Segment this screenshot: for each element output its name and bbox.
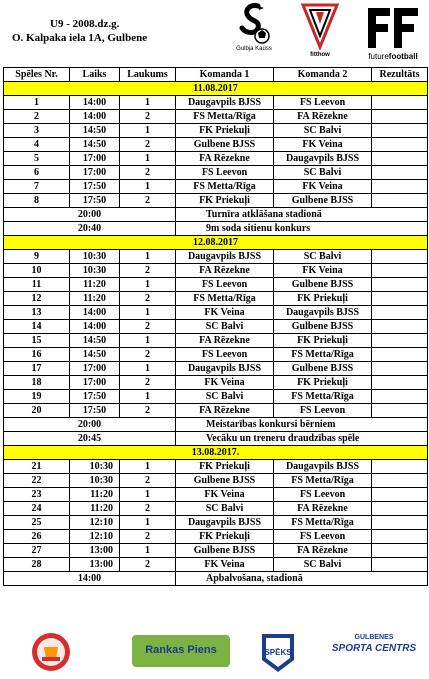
team-1: FS Metta/Rīga	[176, 180, 274, 194]
team-2: FS Metta/Rīga	[274, 516, 372, 530]
match-time: 10:30	[70, 264, 120, 278]
match-result	[372, 292, 428, 306]
event-row	[4, 432, 428, 446]
match-field: 1	[120, 306, 176, 320]
match-row	[4, 474, 428, 488]
ff-mark-icon	[362, 6, 424, 50]
match-row	[4, 180, 428, 194]
header-text	[12, 17, 147, 45]
team-1: FK Veina	[176, 558, 274, 572]
team-2: Daugavpils BJSS	[274, 152, 372, 166]
match-result	[372, 516, 428, 530]
column-header: Rezultāts	[372, 68, 428, 82]
team-2: Gulbene BJSS	[274, 194, 372, 208]
team-1: FK Priekuļi	[176, 194, 274, 208]
match-number: 16	[4, 348, 70, 362]
match-field: 1	[120, 544, 176, 558]
column-header: Laukums	[120, 68, 176, 82]
match-row	[4, 376, 428, 390]
sponsor-pedvale-logo	[30, 631, 72, 673]
event-time: 20:45	[4, 432, 176, 446]
match-result	[372, 362, 428, 376]
column-header: Komanda 2	[274, 68, 372, 82]
match-field: 2	[120, 264, 176, 278]
match-time: 17:00	[70, 166, 120, 180]
match-time: 17:50	[70, 404, 120, 418]
date-row	[4, 446, 428, 460]
event-row	[4, 418, 428, 432]
match-row	[4, 278, 428, 292]
match-time: 14:00	[70, 96, 120, 110]
match-time: 14:50	[70, 138, 120, 152]
date-cell: 11.08.2017	[4, 82, 428, 96]
date-row	[4, 82, 428, 96]
event-text	[176, 208, 428, 222]
match-time: 14:00	[70, 320, 120, 334]
match-time: 17:00	[70, 376, 120, 390]
team-2: FS Leevon	[274, 404, 372, 418]
match-time: 10:30	[70, 460, 120, 474]
fitthow-text: fitthow	[310, 52, 330, 58]
match-row	[4, 558, 428, 572]
match-time: 14:50	[70, 124, 120, 138]
match-time: 14:00	[70, 306, 120, 320]
sponsor-speks-logo	[258, 630, 298, 674]
match-field: 2	[120, 138, 176, 152]
match-field: 1	[120, 460, 176, 474]
team-2: FA Rēzekne	[274, 110, 372, 124]
event-time: 20:00	[4, 418, 176, 432]
match-row	[4, 390, 428, 404]
sponsor-footer	[0, 628, 429, 677]
match-row	[4, 516, 428, 530]
team-2: SC Balvi	[274, 558, 372, 572]
match-number: 18	[4, 376, 70, 390]
match-field: 1	[120, 278, 176, 292]
team-1: Daugavpils BJSS	[176, 516, 274, 530]
match-result	[372, 544, 428, 558]
futurefootball-logo	[362, 6, 424, 64]
match-result	[372, 348, 428, 362]
match-field: 1	[120, 488, 176, 502]
match-result	[372, 502, 428, 516]
team-2: SC Balvi	[274, 124, 372, 138]
event-text	[176, 222, 428, 236]
match-row	[4, 306, 428, 320]
match-result	[372, 194, 428, 208]
match-number: 14	[4, 320, 70, 334]
speks-text: SPĒKS	[264, 648, 292, 657]
match-field: 1	[120, 250, 176, 264]
match-field: 2	[120, 292, 176, 306]
event-text	[176, 432, 428, 446]
match-number: 5	[4, 152, 70, 166]
match-row	[4, 194, 428, 208]
match-result	[372, 152, 428, 166]
column-header: Laiks	[70, 68, 120, 82]
match-result	[372, 278, 428, 292]
match-field: 1	[120, 124, 176, 138]
event-row	[4, 572, 428, 586]
match-result	[372, 264, 428, 278]
match-field: 2	[120, 558, 176, 572]
team-1: FK Priekuļi	[176, 530, 274, 544]
match-field: 1	[120, 390, 176, 404]
match-number: 6	[4, 166, 70, 180]
fitthow-logo	[300, 2, 340, 64]
team-1: Gulbene BJSS	[176, 474, 274, 488]
team-1: FK Veina	[176, 376, 274, 390]
team-2: FA Rēzekne	[274, 544, 372, 558]
team-1: FK Veina	[176, 488, 274, 502]
column-header: Spēles Nr.	[4, 68, 70, 82]
match-result	[372, 334, 428, 348]
event-row	[4, 208, 428, 222]
match-row	[4, 530, 428, 544]
match-time: 11:20	[70, 278, 120, 292]
match-number: 10	[4, 264, 70, 278]
team-2: Daugavpils BJSS	[274, 460, 372, 474]
match-result	[372, 320, 428, 334]
schedule-body	[4, 68, 428, 586]
match-number: 23	[4, 488, 70, 502]
match-result	[372, 488, 428, 502]
team-2: FK Priekuļi	[274, 376, 372, 390]
match-result	[372, 390, 428, 404]
match-time: 13:00	[70, 544, 120, 558]
sponsor-sporta-centrs-logo	[322, 634, 426, 670]
date-row	[4, 236, 428, 250]
column-header-row	[4, 68, 428, 82]
match-row	[4, 362, 428, 376]
match-time: 17:50	[70, 390, 120, 404]
match-row	[4, 460, 428, 474]
team-1: Daugavpils BJSS	[176, 362, 274, 376]
match-number: 9	[4, 250, 70, 264]
match-time: 11:20	[70, 502, 120, 516]
match-row	[4, 292, 428, 306]
team-1: FS Leevon	[176, 348, 274, 362]
match-row	[4, 544, 428, 558]
team-2: SC Balvi	[274, 166, 372, 180]
event-label: 9m soda sitienu konkurs	[206, 222, 311, 234]
date-cell: 12.08.2017	[4, 236, 428, 250]
match-number: 12	[4, 292, 70, 306]
match-number: 26	[4, 530, 70, 544]
team-2: FK Veina	[274, 264, 372, 278]
team-1: Gulbene BJSS	[176, 138, 274, 152]
match-number: 11	[4, 278, 70, 292]
match-result	[372, 96, 428, 110]
match-result	[372, 376, 428, 390]
sporta-centrs-top: GULBENES	[354, 634, 394, 641]
match-row	[4, 138, 428, 152]
match-time: 10:30	[70, 474, 120, 488]
rankas-piens-text: Rankas Piens	[145, 644, 217, 656]
match-field: 2	[120, 348, 176, 362]
match-result	[372, 180, 428, 194]
event-label: Meistarības konkursi bērniem	[206, 418, 336, 430]
match-result	[372, 306, 428, 320]
match-row	[4, 404, 428, 418]
match-result	[372, 138, 428, 152]
team-2: FS Leevon	[274, 96, 372, 110]
match-field: 2	[120, 376, 176, 390]
match-result	[372, 110, 428, 124]
team-1: Daugavpils BJSS	[176, 96, 274, 110]
match-field: 2	[120, 530, 176, 544]
match-row	[4, 110, 428, 124]
match-time: 10:30	[70, 250, 120, 264]
match-field: 2	[120, 404, 176, 418]
match-time: 17:50	[70, 194, 120, 208]
match-row	[4, 502, 428, 516]
event-label: Apbalvošana, stadionā	[206, 572, 303, 584]
match-number: 1	[4, 96, 70, 110]
match-time: 12:10	[70, 516, 120, 530]
team-1: FK Priekuļi	[176, 124, 274, 138]
match-result	[372, 474, 428, 488]
date-cell: 13.08.2017.	[4, 446, 428, 460]
match-time: 14:50	[70, 348, 120, 362]
match-field: 1	[120, 362, 176, 376]
team-1: Daugavpils BJSS	[176, 250, 274, 264]
event-label: Vecāku un treneru draudzības spēle	[206, 432, 360, 444]
match-field: 2	[120, 502, 176, 516]
match-result	[372, 124, 428, 138]
football-word: football	[388, 52, 418, 61]
event-label: Turnīra atklāšana stadionā	[206, 208, 322, 220]
match-number: 4	[4, 138, 70, 152]
match-time: 14:50	[70, 334, 120, 348]
team-1: FS Leevon	[176, 278, 274, 292]
match-number: 27	[4, 544, 70, 558]
team-2: FS Leevon	[274, 530, 372, 544]
match-field: 2	[120, 320, 176, 334]
page-header	[0, 0, 429, 66]
match-number: 20	[4, 404, 70, 418]
match-result	[372, 530, 428, 544]
team-2: Gulbene BJSS	[274, 278, 372, 292]
match-field: 2	[120, 166, 176, 180]
match-number: 2	[4, 110, 70, 124]
match-row	[4, 250, 428, 264]
sporta-centrs-bottom: SPORTA CENTRS	[331, 643, 417, 654]
event-time: 14:00	[4, 572, 176, 586]
match-row	[4, 488, 428, 502]
future-word: future	[368, 52, 389, 61]
age-group-label: U9 - 2008.dz.g.	[50, 18, 120, 30]
match-result	[372, 404, 428, 418]
match-field: 1	[120, 152, 176, 166]
match-row	[4, 334, 428, 348]
team-1: SC Balvi	[176, 390, 274, 404]
team-2: FA Rēzekne	[274, 502, 372, 516]
match-time: 11:20	[70, 292, 120, 306]
match-time: 13:00	[70, 558, 120, 572]
match-time: 14:00	[70, 110, 120, 124]
team-2: Gulbene BJSS	[274, 362, 372, 376]
match-field: 1	[120, 516, 176, 530]
futurefootball-text	[362, 52, 424, 61]
match-field: 1	[120, 180, 176, 194]
team-2: SC Balvi	[274, 250, 372, 264]
fitthow-shield-icon	[300, 2, 340, 50]
team-1: FA Rēzekne	[176, 152, 274, 166]
team-2: FK Veina	[274, 180, 372, 194]
event-time: 20:00	[4, 208, 176, 222]
match-row	[4, 264, 428, 278]
match-number: 21	[4, 460, 70, 474]
event-row	[4, 222, 428, 236]
match-number: 17	[4, 362, 70, 376]
team-1: FS Metta/Rīga	[176, 110, 274, 124]
team-2: FK Priekuļi	[274, 292, 372, 306]
team-2: FS Metta/Rīga	[274, 348, 372, 362]
match-number: 7	[4, 180, 70, 194]
sponsor-rankas-piens-logo	[132, 635, 230, 667]
team-2: Gulbene BJSS	[274, 320, 372, 334]
match-number: 22	[4, 474, 70, 488]
team-1: Gulbene BJSS	[176, 544, 274, 558]
team-1: FS Metta/Rīga	[176, 292, 274, 306]
match-row	[4, 96, 428, 110]
event-text	[176, 418, 428, 432]
swan-icon	[232, 2, 276, 46]
match-result	[372, 166, 428, 180]
sponsor-crest-icon	[30, 631, 72, 673]
team-1: SC Balvi	[176, 320, 274, 334]
team-1: FK Veina	[176, 306, 274, 320]
gulbja-kauss-logo	[232, 2, 276, 64]
team-2: FK Priekuļi	[274, 334, 372, 348]
team-1: FK Priekuļi	[176, 460, 274, 474]
team-1: SC Balvi	[176, 502, 274, 516]
event-text	[176, 572, 428, 586]
match-time: 17:50	[70, 180, 120, 194]
team-1: FA Rēzekne	[176, 404, 274, 418]
match-row	[4, 348, 428, 362]
match-time: 17:00	[70, 362, 120, 376]
match-number: 8	[4, 194, 70, 208]
match-number: 25	[4, 516, 70, 530]
team-2: FS Metta/Rīga	[274, 474, 372, 488]
team-2: Daugavpils BJSS	[274, 306, 372, 320]
match-row	[4, 152, 428, 166]
match-time: 12:10	[70, 530, 120, 544]
match-field: 2	[120, 194, 176, 208]
match-result	[372, 460, 428, 474]
match-field: 2	[120, 474, 176, 488]
match-number: 19	[4, 390, 70, 404]
match-result	[372, 250, 428, 264]
column-header: Komanda 1	[176, 68, 274, 82]
match-number: 28	[4, 558, 70, 572]
team-1: FA Rēzekne	[176, 334, 274, 348]
match-field: 2	[120, 110, 176, 124]
match-row	[4, 166, 428, 180]
match-time: 17:00	[70, 152, 120, 166]
match-row	[4, 320, 428, 334]
team-1: FS Leevon	[176, 166, 274, 180]
match-number: 13	[4, 306, 70, 320]
event-time: 20:40	[4, 222, 176, 236]
team-2: FS Leevon	[274, 488, 372, 502]
match-number: 24	[4, 502, 70, 516]
match-row	[4, 124, 428, 138]
team-2: FK Veina	[274, 138, 372, 152]
match-result	[372, 558, 428, 572]
schedule-table	[3, 67, 428, 586]
speks-text-layer	[258, 630, 298, 674]
match-field: 1	[120, 96, 176, 110]
team-1: FA Rēzekne	[176, 264, 274, 278]
match-time: 11:20	[70, 488, 120, 502]
gulbja-kauss-text: Gulbja Kauss	[236, 46, 272, 52]
team-2: FS Metta/Rīga	[274, 390, 372, 404]
match-field: 1	[120, 334, 176, 348]
venue-address: O. Kalpaka iela 1A, Gulbene	[12, 32, 148, 44]
match-number: 3	[4, 124, 70, 138]
match-number: 15	[4, 334, 70, 348]
